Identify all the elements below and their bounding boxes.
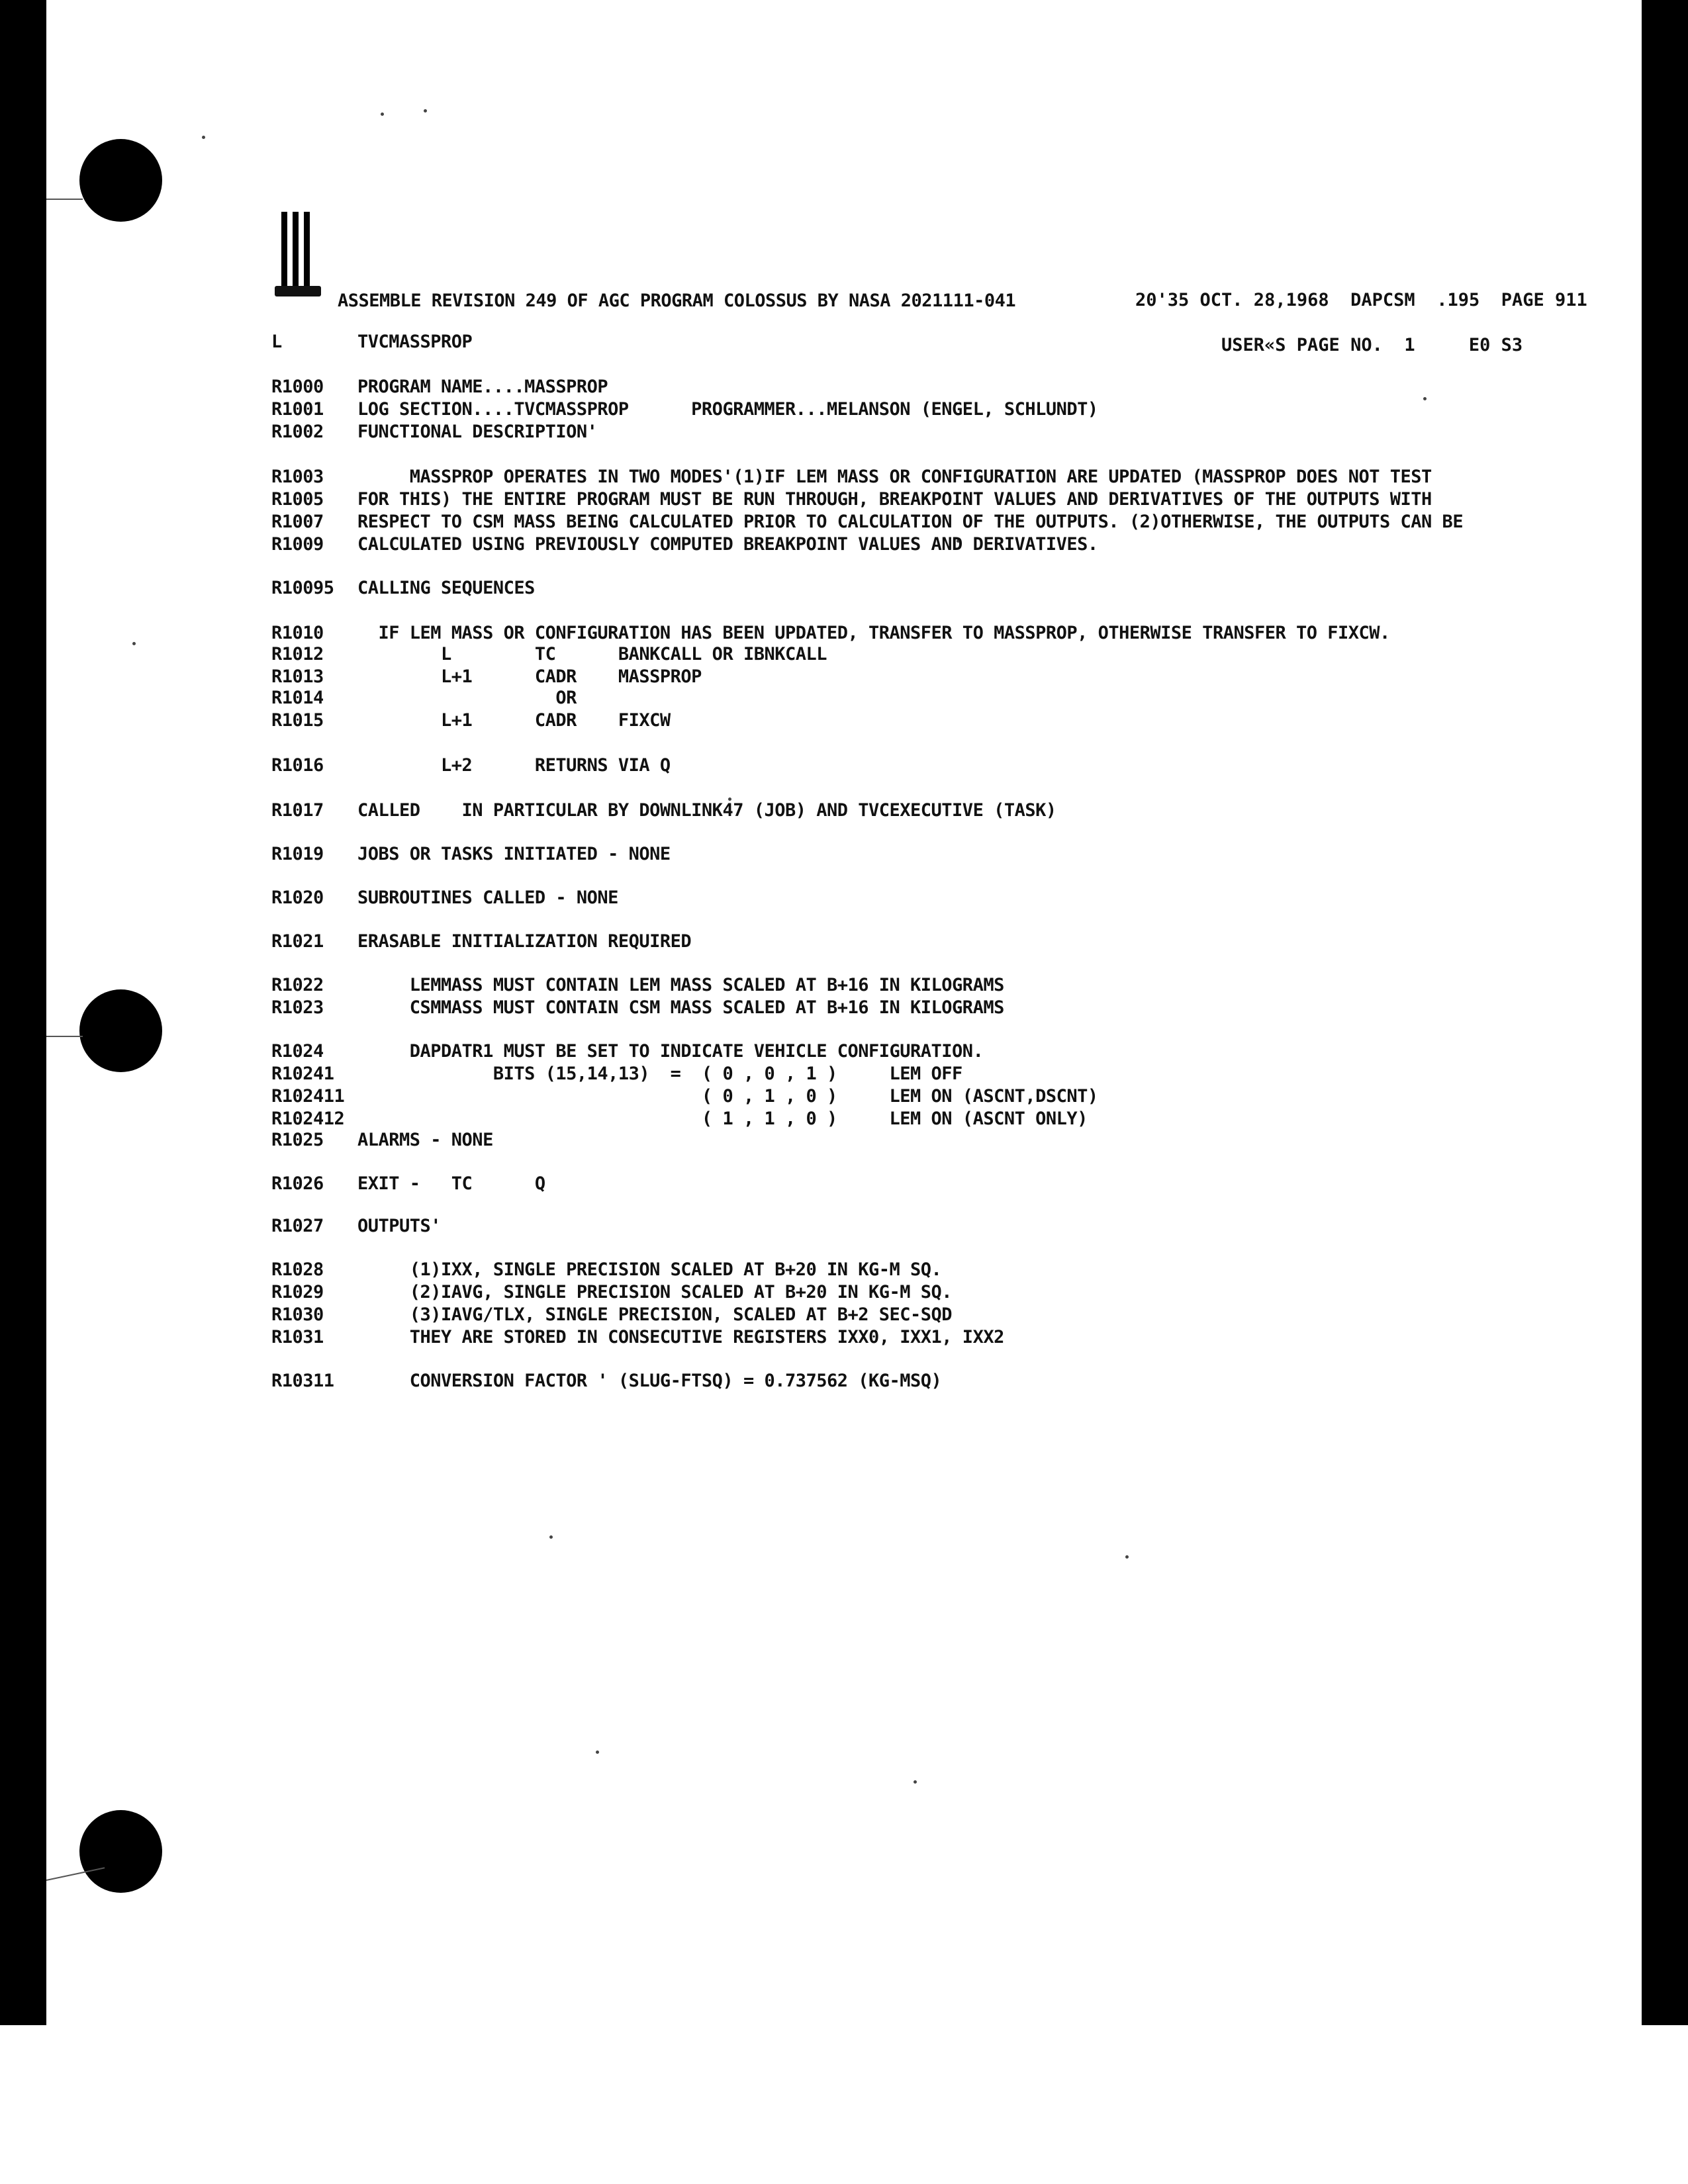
line-id: R1007 xyxy=(271,512,324,532)
listing-line xyxy=(271,687,577,709)
listing-line xyxy=(271,887,618,909)
scan-speck xyxy=(596,1751,599,1754)
program-name: DAPCSM xyxy=(1350,290,1415,310)
listing-line xyxy=(271,398,1098,421)
scan-speck xyxy=(424,109,427,113)
listing-line xyxy=(271,577,535,600)
line-id: R10311 xyxy=(271,1371,334,1391)
listing-line xyxy=(271,1370,941,1392)
line-id: R1027 xyxy=(271,1216,324,1236)
scan-mark xyxy=(46,199,83,200)
scan-speck xyxy=(549,1535,553,1539)
line-text: RESPECT TO CSM MASS BEING CALCULATED PRIOR TO CALCULATION OF THE OUTPUTS. (2)OTHERWISE, THE OUTPUTS CAN BE xyxy=(357,512,1464,532)
line-id: R1030 xyxy=(271,1304,324,1325)
scan-speck xyxy=(1125,1555,1129,1559)
listing-header xyxy=(338,290,1015,312)
line-text: EXIT - TC Q xyxy=(357,1173,545,1194)
listing-line xyxy=(271,1215,441,1238)
line-text: OUTPUTS' xyxy=(357,1216,442,1236)
listing-line xyxy=(271,488,1432,511)
listing-line xyxy=(271,643,827,666)
line-text: OR xyxy=(357,688,577,708)
user-page-number: 1 xyxy=(1404,335,1415,355)
line-id: R1009 xyxy=(271,534,324,555)
line-id: R10241 xyxy=(271,1064,334,1084)
line-text: JOBS OR TASKS INITIATED - NONE xyxy=(357,844,671,864)
line-id: R1028 xyxy=(271,1259,324,1280)
line-text: (1)IXX, SINGLE PRECISION SCALED AT B+20 IN KG-M SQ. xyxy=(357,1259,942,1280)
listing-line xyxy=(271,1304,952,1326)
line-text: MASSPROP OPERATES IN TWO MODES'(1)IF LEM MASS OR CONFIGURATION ARE UPDATED (MASSPROP DOES NOT TEST xyxy=(357,467,1432,487)
line-id: R1014 xyxy=(271,688,324,708)
listing-line xyxy=(271,974,1004,997)
listing-line xyxy=(271,799,1056,822)
scan-edge-right xyxy=(1642,0,1688,2025)
timestamp: 20'35 OCT. 28,1968 xyxy=(1135,290,1329,310)
listing-line xyxy=(271,466,1432,488)
line-text: L TC BANKCALL OR IBNKCALL xyxy=(357,644,827,664)
listing-line xyxy=(271,754,671,777)
line-text: L+2 RETURNS VIA Q xyxy=(357,755,671,776)
listing-line xyxy=(271,1108,1088,1130)
header-timestamp xyxy=(1135,290,1587,310)
line-id: R1003 xyxy=(271,467,324,487)
listing-line xyxy=(271,1085,1098,1108)
line-text: CALCULATED USING PREVIOUSLY COMPUTED BREAKPOINT VALUES AND DERIVATIVES. xyxy=(357,534,1098,555)
line-text: (3)IAVG/TLX, SINGLE PRECISION, SCALED AT B+2 SEC-SQD xyxy=(357,1304,953,1325)
card-code: E0 S3 xyxy=(1468,335,1523,355)
line-text: FUNCTIONAL DESCRIPTION' xyxy=(357,422,598,442)
scan-speck xyxy=(381,113,384,116)
punch-hole-icon xyxy=(79,989,162,1072)
line-id: R1026 xyxy=(271,1173,324,1194)
line-text: CALLING SEQUENCES xyxy=(357,578,535,598)
line-id: R1021 xyxy=(271,931,324,952)
line-id: R102411 xyxy=(271,1086,345,1107)
line-text: CONVERSION FACTOR ' (SLUG-FTSQ) = 0.737562 (KG-MSQ) xyxy=(357,1371,942,1391)
page-number: 911 xyxy=(1555,290,1587,310)
line-text: ALARMS - NONE xyxy=(357,1130,493,1150)
line-text: THEY ARE STORED IN CONSECUTIVE REGISTERS IXX0, IXX1, IXX2 xyxy=(357,1327,1004,1347)
punch-hole-icon xyxy=(79,1810,162,1893)
line-id: R1031 xyxy=(271,1327,324,1347)
line-id: R1005 xyxy=(271,489,324,510)
line-id: R1029 xyxy=(271,1282,324,1302)
line-id: R1020 xyxy=(271,887,324,908)
listing-line xyxy=(271,1173,545,1195)
line-text: (2)IAVG, SINGLE PRECISION SCALED AT B+20 IN KG-M SQ. xyxy=(357,1282,953,1302)
listing-stamp-icon xyxy=(281,212,320,298)
listing-line xyxy=(271,997,1004,1019)
listing-line xyxy=(271,1129,493,1152)
user-page xyxy=(1221,335,1523,355)
assembly-title: ASSEMBLE REVISION 249 OF AGC PROGRAM COLOSSUS BY NASA 2021111-041 xyxy=(338,291,1016,311)
listing-line xyxy=(271,511,1463,533)
line-id: R1025 xyxy=(271,1130,324,1150)
listing-code: L xyxy=(271,332,282,352)
line-text: LOG SECTION....TVCMASSPROP PROGRAMMER...MELANSON (ENGEL, SCHLUNDT) xyxy=(357,399,1098,420)
line-id: R1012 xyxy=(271,644,324,664)
listing-line xyxy=(271,421,597,443)
line-id: R1019 xyxy=(271,844,324,864)
listing-line xyxy=(271,1326,1004,1349)
line-id: R1010 xyxy=(271,623,324,643)
line-text: DAPDATR1 MUST BE SET TO INDICATE VEHICLE CONFIGURATION. xyxy=(357,1041,984,1062)
user-page-label: USER«S PAGE NO. xyxy=(1221,335,1383,355)
log-section-header xyxy=(271,331,472,353)
listing-line xyxy=(271,1259,941,1281)
line-text: CALLED IN PARTICULAR BY DOWNLINK47 (JOB) AND TVCEXECUTIVE (TASK) xyxy=(357,800,1056,821)
listing-line xyxy=(271,533,1098,556)
line-id: R1015 xyxy=(271,710,324,731)
line-text: ( 0 , 1 , 0 ) LEM ON (ASCNT,DSCNT) xyxy=(357,1086,1098,1107)
line-text: CSMMASS MUST CONTAIN CSM MASS SCALED AT B+16 IN KILOGRAMS xyxy=(357,997,1004,1018)
line-text: ERASABLE INITIALIZATION REQUIRED xyxy=(357,931,692,952)
line-id: R10095 xyxy=(271,578,334,598)
line-text: SUBROUTINES CALLED - NONE xyxy=(357,887,618,908)
log-section-name: TVCMASSPROP xyxy=(357,332,473,352)
page-label: PAGE xyxy=(1501,290,1544,310)
scan-mark xyxy=(46,1036,83,1037)
line-id: R1017 xyxy=(271,800,324,821)
line-id: R1016 xyxy=(271,755,324,776)
line-id: R1013 xyxy=(271,666,324,687)
scan-speck xyxy=(132,642,136,645)
line-id: R1023 xyxy=(271,997,324,1018)
line-id: R1002 xyxy=(271,422,324,442)
line-id: R102412 xyxy=(271,1109,345,1129)
listing-line xyxy=(271,843,671,866)
punch-hole-icon xyxy=(79,139,162,222)
line-id: R1024 xyxy=(271,1041,324,1062)
listing-line xyxy=(271,1040,983,1063)
listing-line xyxy=(271,931,691,953)
listing-line xyxy=(271,1281,952,1304)
line-text: ( 1 , 1 , 0 ) LEM ON (ASCNT ONLY) xyxy=(357,1109,1088,1129)
line-text: IF LEM MASS OR CONFIGURATION HAS BEEN UPDATED, TRANSFER TO MASSPROP, OTHERWISE TRANSFER TO FIXCW. xyxy=(357,623,1390,643)
line-id: R1022 xyxy=(271,975,324,995)
line-text: PROGRAM NAME....MASSPROP xyxy=(357,377,608,397)
listing-line xyxy=(271,376,608,398)
scan-speck xyxy=(202,136,205,139)
line-text: FOR THIS) THE ENTIRE PROGRAM MUST BE RUN THROUGH, BREAKPOINT VALUES AND DERIVATIVES OF THE OUTPUTS WITH xyxy=(357,489,1432,510)
listing-line xyxy=(271,666,702,688)
line-id: R1001 xyxy=(271,399,324,420)
listing-line xyxy=(271,622,1390,645)
line-text: L+1 CADR MASSPROP xyxy=(357,666,702,687)
listing-line xyxy=(271,1063,962,1085)
line-text: L+1 CADR FIXCW xyxy=(357,710,671,731)
line-text: BITS (15,14,13) = ( 0 , 0 , 1 ) LEM OFF xyxy=(357,1064,962,1084)
listing-line xyxy=(271,709,671,732)
sequence-number: .195 xyxy=(1436,290,1480,310)
scan-speck xyxy=(914,1780,917,1784)
scan-speck xyxy=(1423,397,1427,400)
scan-edge-left xyxy=(0,0,46,2025)
line-text: LEMMASS MUST CONTAIN LEM MASS SCALED AT B+16 IN KILOGRAMS xyxy=(357,975,1004,995)
line-id: R1000 xyxy=(271,377,324,397)
